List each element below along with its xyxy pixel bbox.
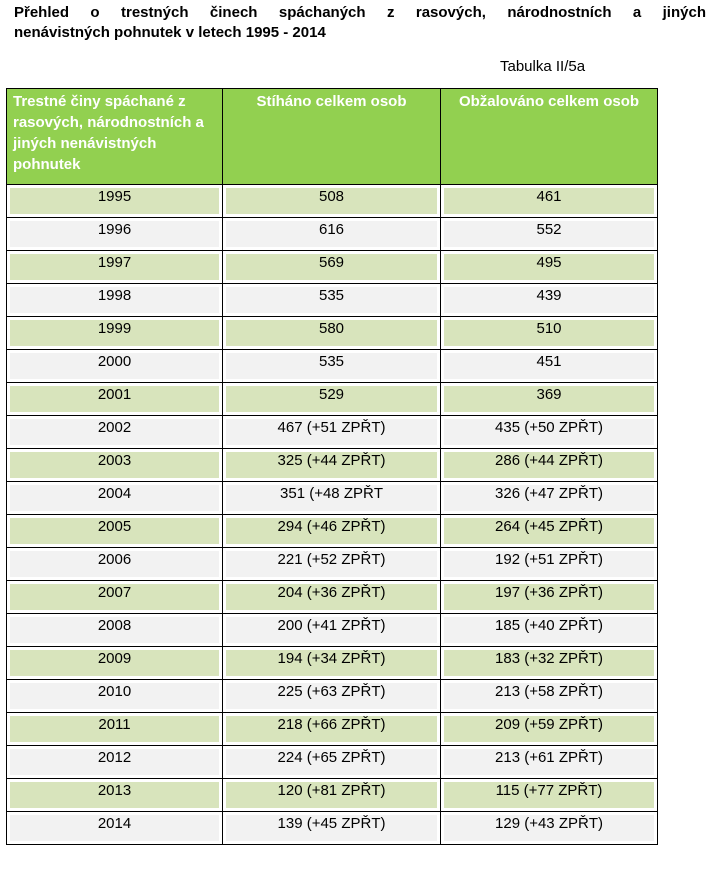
indicted-cell [441,581,658,614]
prosecuted-cell [223,482,441,515]
indicted-cell-value: 435 (+50 ZPŘT) [444,419,654,445]
prosecuted-cell-value: 535 [226,287,437,313]
prosecuted-cell-value: 200 (+41 ZPŘT) [226,617,437,643]
prosecuted-cell [223,317,441,350]
document-title [14,3,706,43]
table-row [7,548,658,581]
indicted-cell-value: 209 (+59 ZPŘT) [444,716,654,742]
year-cell-value: 2003 [10,452,219,478]
prosecuted-cell-value: 508 [226,188,437,214]
year-cell [7,449,223,482]
indicted-cell [441,548,658,581]
year-cell [7,713,223,746]
indicted-cell-value: 213 (+61 ZPŘT) [444,749,654,775]
indicted-cell-value: 510 [444,320,654,346]
table-row [7,746,658,779]
indicted-cell [441,185,658,218]
table-label: Tabulka II/5a [500,58,586,75]
crime-statistics-table [6,88,658,845]
indicted-cell-value: 183 (+32 ZPŘT) [444,650,654,676]
year-cell-value: 2011 [10,716,219,742]
table-header-row [7,89,658,185]
year-cell-value: 2005 [10,518,219,544]
indicted-cell [441,812,658,845]
prosecuted-cell [223,779,441,812]
indicted-cell [441,350,658,383]
header-crime-category [7,89,223,185]
indicted-cell [441,680,658,713]
year-cell-value: 2013 [10,782,219,808]
prosecuted-cell [223,713,441,746]
year-cell-value: 1995 [10,188,219,214]
indicted-cell [441,416,658,449]
prosecuted-cell [223,548,441,581]
header-prosecuted-total [223,89,441,185]
document-title-line-2: nenávistných pohnutek v letech 1995 - 2014 [14,24,326,41]
table-row [7,614,658,647]
prosecuted-cell [223,812,441,845]
prosecuted-cell-value: 221 (+52 ZPŘT) [226,551,437,577]
prosecuted-cell-value: 529 [226,386,437,412]
year-cell [7,746,223,779]
header-indicted-total [441,89,658,185]
prosecuted-cell [223,416,441,449]
year-cell [7,416,223,449]
table-row [7,416,658,449]
indicted-cell-value: 115 (+77 ZPŘT) [444,782,654,808]
year-cell-value: 2006 [10,551,219,577]
year-cell-value: 2001 [10,386,219,412]
year-cell [7,515,223,548]
indicted-cell-value: 439 [444,287,654,313]
table-row [7,713,658,746]
year-cell [7,779,223,812]
table-row [7,779,658,812]
table-row [7,251,658,284]
indicted-cell [441,779,658,812]
indicted-cell [441,218,658,251]
prosecuted-cell-value: 139 (+45 ZPŘT) [226,815,437,841]
indicted-cell-value: 197 (+36 ZPŘT) [444,584,654,610]
indicted-cell-value: 286 (+44 ZPŘT) [444,452,654,478]
prosecuted-cell-value: 325 (+44 ZPŘT) [226,452,437,478]
prosecuted-cell [223,383,441,416]
prosecuted-cell-value: 294 (+46 ZPŘT) [226,518,437,544]
indicted-cell-value: 185 (+40 ZPŘT) [444,617,654,643]
table-row [7,482,658,515]
prosecuted-cell [223,449,441,482]
year-cell [7,680,223,713]
year-cell-value: 2000 [10,353,219,379]
year-cell [7,251,223,284]
table-row [7,515,658,548]
prosecuted-cell-value: 224 (+65 ZPŘT) [226,749,437,775]
prosecuted-cell [223,350,441,383]
year-cell [7,383,223,416]
indicted-cell-value: 552 [444,221,654,247]
prosecuted-cell-value: 616 [226,221,437,247]
year-cell [7,317,223,350]
year-cell-value: 2008 [10,617,219,643]
prosecuted-cell-value: 580 [226,320,437,346]
indicted-cell-value: 369 [444,386,654,412]
year-cell [7,614,223,647]
table-row [7,218,658,251]
table-row [7,383,658,416]
indicted-cell-value: 129 (+43 ZPŘT) [444,815,654,841]
prosecuted-cell [223,515,441,548]
prosecuted-cell-value: 218 (+66 ZPŘT) [226,716,437,742]
prosecuted-cell [223,218,441,251]
prosecuted-cell [223,614,441,647]
prosecuted-cell-value: 225 (+63 ZPŘT) [226,683,437,709]
year-cell-value: 1998 [10,287,219,313]
year-cell [7,812,223,845]
indicted-cell [441,647,658,680]
indicted-cell [441,383,658,416]
year-cell-value: 1999 [10,320,219,346]
year-cell [7,647,223,680]
indicted-cell [441,713,658,746]
indicted-cell-value: 192 (+51 ZPŘT) [444,551,654,577]
year-cell-value: 2012 [10,749,219,775]
prosecuted-cell [223,647,441,680]
year-cell-value: 2002 [10,419,219,445]
indicted-cell-value: 451 [444,353,654,379]
table-row [7,812,658,845]
table-body [7,185,658,845]
year-cell [7,218,223,251]
prosecuted-cell [223,251,441,284]
indicted-cell-value: 264 (+45 ZPŘT) [444,518,654,544]
prosecuted-cell-value: 194 (+34 ZPŘT) [226,650,437,676]
year-cell [7,284,223,317]
table-row [7,284,658,317]
indicted-cell [441,746,658,779]
indicted-cell [441,317,658,350]
table-row [7,350,658,383]
prosecuted-cell [223,581,441,614]
table-row [7,317,658,350]
year-cell [7,482,223,515]
year-cell [7,185,223,218]
table-header [7,89,658,185]
indicted-cell-value: 213 (+58 ZPŘT) [444,683,654,709]
document-title-line-1: Přehled o trestných činech spáchaných z rasových, národnostních a jiných [14,4,706,21]
year-cell-value: 2010 [10,683,219,709]
year-cell-value: 2014 [10,815,219,841]
indicted-cell-value: 495 [444,254,654,280]
year-cell-value: 1996 [10,221,219,247]
table-row [7,449,658,482]
prosecuted-cell [223,680,441,713]
indicted-cell [441,251,658,284]
indicted-cell [441,449,658,482]
indicted-cell-value: 461 [444,188,654,214]
year-cell [7,581,223,614]
year-cell-value: 2009 [10,650,219,676]
header-prosecuted-total-label: Stíháno celkem osob [256,93,407,110]
indicted-cell-value: 326 (+47 ZPŘT) [444,485,654,511]
prosecuted-cell-value: 351 (+48 ZPŘT [226,485,437,511]
header-crime-category-label: Trestné činy spáchané z rasových, národnostních a jiných nenávistných pohnutek [13,93,204,173]
indicted-cell [441,614,658,647]
table-row [7,185,658,218]
prosecuted-cell [223,284,441,317]
indicted-cell [441,515,658,548]
prosecuted-cell [223,185,441,218]
prosecuted-cell-value: 467 (+51 ZPŘT) [226,419,437,445]
indicted-cell [441,482,658,515]
prosecuted-cell [223,746,441,779]
year-cell [7,350,223,383]
prosecuted-cell-value: 535 [226,353,437,379]
table-row [7,647,658,680]
prosecuted-cell-value: 120 (+81 ZPŘT) [226,782,437,808]
table-row [7,680,658,713]
table-row [7,581,658,614]
prosecuted-cell-value: 204 (+36 ZPŘT) [226,584,437,610]
year-cell-value: 2004 [10,485,219,511]
indicted-cell [441,284,658,317]
year-cell [7,548,223,581]
prosecuted-cell-value: 569 [226,254,437,280]
header-indicted-total-label: Obžalováno celkem osob [458,93,640,110]
year-cell-value: 1997 [10,254,219,280]
year-cell-value: 2007 [10,584,219,610]
